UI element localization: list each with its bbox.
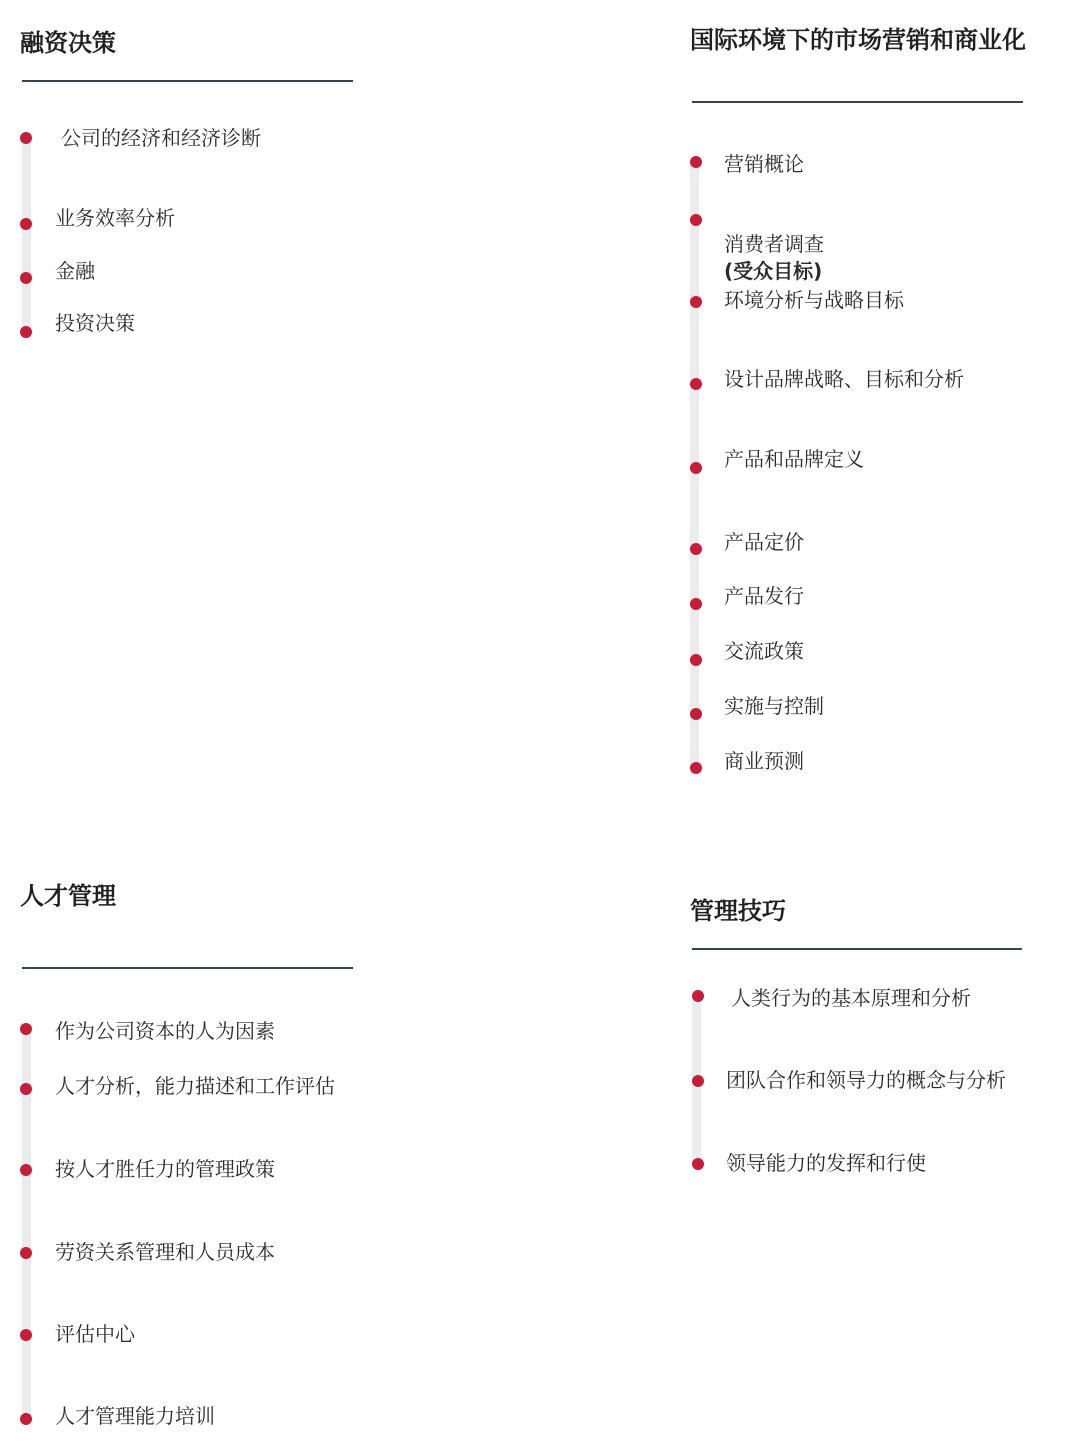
bullet-dot [690,654,702,666]
bullet-dot [692,990,704,1002]
bullet-dot [20,1083,32,1095]
bullet-dot [692,1158,704,1170]
list-item-label-sub: (受众目标) [724,259,823,283]
list-item-label: 团队合作和领导力的概念与分析 [726,1068,1006,1092]
list-item-label: 商业预测 [724,749,804,773]
bullet-dot [20,1247,32,1259]
section-talent [20,860,440,1444]
bullet-dot [20,218,32,230]
bullet-dot [690,378,702,390]
section-skills [690,880,1070,1200]
list-item-label: 实施与控制 [724,694,824,718]
section-title: 国际环境下的市场营销和商业化 [690,26,1026,54]
list-item-label: 领导能力的发挥和行使 [726,1151,926,1175]
list-item-label: 产品定价 [724,530,804,554]
bullet-dot [690,296,702,308]
bullet-dot [20,1329,32,1341]
bullet-dot [20,1164,32,1176]
section-title: 融资决策 [20,29,116,57]
bullet-dot [690,762,702,774]
list-item-label: 人才分析，能力描述和工作评估 [55,1074,335,1098]
list-item-label: 产品和品牌定义 [724,447,864,471]
bullet-dot [690,462,702,474]
bullet-track [22,138,31,338]
list-item-label: 劳资关系管理和人员成本 [55,1240,275,1264]
section-title: 管理技巧 [690,897,786,925]
bullet-dot [690,708,702,720]
bullet-dot [20,326,32,338]
list-item-label: 设计品牌战略、目标和分析 [724,367,964,391]
list-item-label: 产品发行 [724,584,804,608]
list-item-label: 业务效率分析 [55,206,175,230]
list-item-label: 按人才胜任力的管理政策 [55,1157,275,1181]
section-divider [22,80,353,82]
section-financing [20,0,420,400]
bullet-dot [20,272,32,284]
bullet-dot [20,132,32,144]
list-item-label: 交流政策 [724,639,804,663]
list-item-label: 人类行为的基本原理和分析 [731,986,971,1010]
list-item-label: 作为公司资本的人为因素 [55,1019,275,1043]
bullet-dot [690,214,702,226]
bullet-dot [690,543,702,555]
section-divider [22,967,353,969]
section-divider [692,101,1023,103]
section-divider [692,948,1022,950]
list-item-label: 人才管理能力培训 [55,1404,215,1428]
bullet-dot [20,1413,32,1425]
bullet-dot [690,598,702,610]
bullet-dot [690,156,702,168]
bullet-dot [692,1075,704,1087]
section-title: 人才管理 [20,882,116,910]
bullet-dot [20,1023,32,1035]
list-item-label: 金融 [55,259,95,283]
list-item-label: 评估中心 [55,1322,135,1346]
list-item-label: 公司的经济和经济诊断 [61,126,261,150]
list-item-label: 营销概论 [724,152,804,176]
section-marketing [690,0,1070,800]
list-item-label: 投资决策 [55,311,135,335]
list-item-label-main: 消费者调查 [724,232,824,256]
list-item-label: 环境分析与战略目标 [724,288,904,312]
